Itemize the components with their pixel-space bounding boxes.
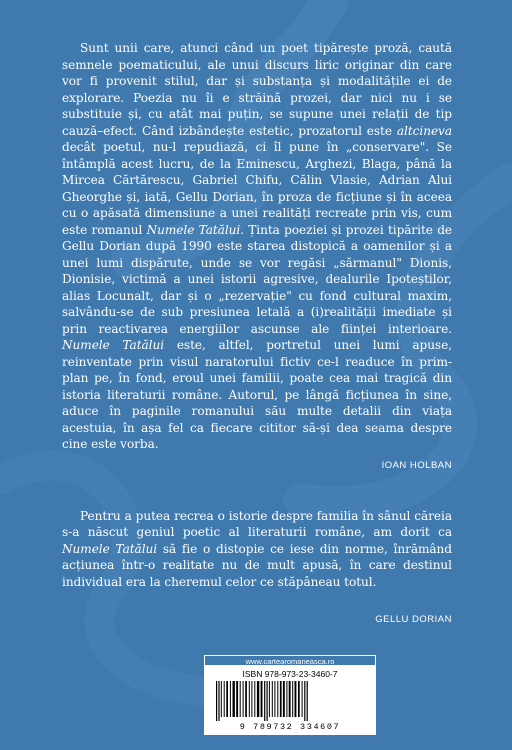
author-note-text-2: să fie o distopie ce iese din norme, înrămând acțiunea într-o realitate nu de mult apusă, în care destinul individual era la cheremul celor ce stăpâneau totul.	[62, 541, 452, 589]
review-signature: IOAN HOLBAN	[381, 459, 452, 471]
review-emphasis-1: altcineva	[396, 123, 452, 138]
review-text-2: decât poetul, nu-l repudiază, ci îl pune în „conservare". Se întâmplă acest lucru, de la Eminescu, Arghezi, Blaga, până la Mircea Cărtărescu, Gabriel Chifu, Călin Vlasie, Adrian Alui Gheorghe și, iată, Gellu Dorian, în proza de ficțiune și în aceea cu o apăsată dimensiune a unei realități recreate prin vis, cum este romanul	[62, 140, 452, 237]
isbn-label: ISBN 978-973-23-3460-7	[242, 669, 338, 679]
publisher-url: www.cartearomaneasca.ro	[204, 655, 376, 666]
review-paragraph	[62, 40, 452, 453]
barcode-panel	[204, 655, 376, 735]
back-cover-text	[62, 40, 452, 625]
author-note-emphasis: Numele Tatălui	[62, 541, 158, 556]
author-note-paragraph	[62, 508, 452, 591]
review-text-3: . Ținta poeziei și prozei tipărite de Gellu Dorian după 1990 este starea distopică a oamenilor și a unei lumi dispărute, unde se vor regăsi „sărmanul" Dionis, Dionisie, victimă a unei istorii agresive, dealurile Ipoteștilor, alias Locunalt, dar și o „rezervație" cu fond cultural maxim, salvându-se de sub presiunea letală a (i)realității imediate și prin reactivarea energiilor ascunse ale ființei interioare.	[62, 222, 452, 336]
barcode-number: 9 789732 334607	[239, 722, 341, 732]
barcode-bars	[216, 681, 364, 721]
review-text-1: Sunt unii care, atunci când un poet tipărește proză, caută semnele poematicului, ale unui discurs liric originar din care vor fi provenit stilul, dar și substanța și modalitățile ei de explorare. Poezia nu îi e străină prozei, dar nici nu i se substituie și, cu atât mai puțin, se supune unei relații de tip cauză–efect. Când izbândește estetic, prozatorul este	[62, 41, 452, 138]
author-note-text-1: Pentru a putea recrea o istorie despre familia în sânul căreia s-a născut geniul poetic al literaturii române, am dorit ca	[62, 508, 452, 539]
review-emphasis-3: Numele Tatălui	[62, 338, 165, 352]
review-emphasis-2: Numele Tatălui	[146, 222, 241, 237]
review-text-4: este, altfel, portretul unei lumi apuse, reinventate prin visul naratorului fictiv ce-l readuce în prim-plan pe, în fond, eroul unei familii, poate cea mai tragică din istoria literaturii române. Autorul, pe lângă ficțiunea în sine, aduce în paginile romanului său multe detalii din viața acestuia, în așa fel ca fiecare cititor să-și dea seama despre cine este vorba.	[62, 338, 452, 451]
author-signature: GELLU DORIAN	[375, 614, 452, 625]
